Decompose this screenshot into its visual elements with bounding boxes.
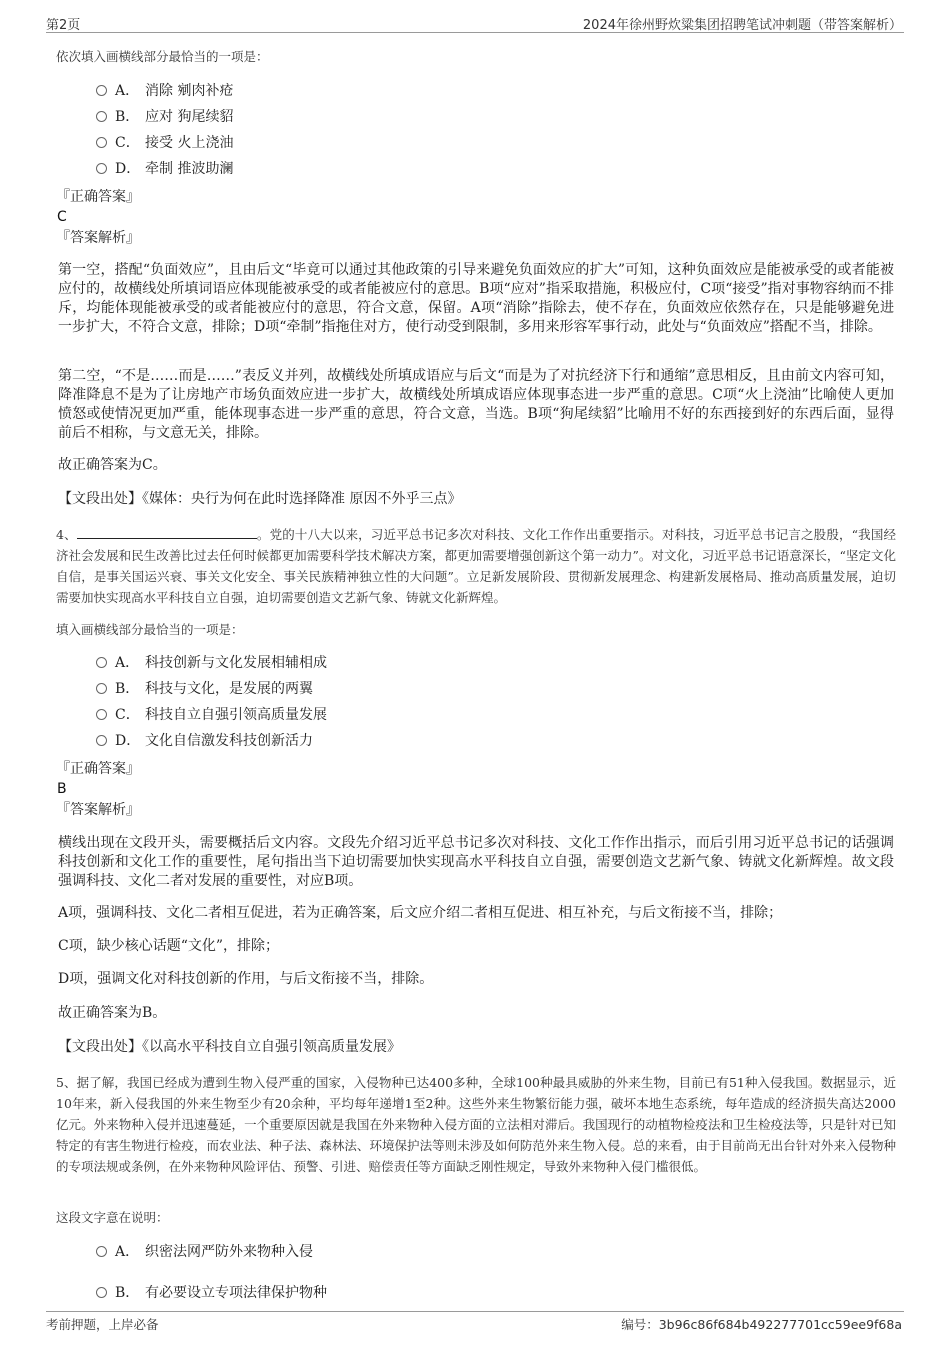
- q3-analysis-p1: 第一空，搭配“负面效应”，且由后文“毕竟可以通过其他政策的引导来避免负面效应的扩大”可知，这种负面效应是能被承受的或者能被应付的，故横线处所填词语应体现能被承受的或者能被应付的意思。B项“应对”指采取措施，积极应付，C项“接受”指对事物容纳而不排斥，均能体现能被承受的或者能被应付的意思，符合文意，保留。A项“消除”指除去，使不存在，负面效应依然存在，只是能够避免进一步扩大，不符合文意，排除；D项“牵制”指拖住对方，使行动受到限制，多用来形容军事行动，此处与“负面效应”搭配不当，排除。: [58, 262, 894, 335]
- fill-blank: [77, 526, 257, 539]
- q3-option-d[interactable]: D． 牵制 推波助澜: [96, 159, 233, 179]
- q4-option-a[interactable]: A． 科技创新与文化发展相辅相成: [96, 653, 327, 673]
- q4-prompt: 填入画横线部分最恰当的一项是：: [56, 622, 244, 637]
- radio-icon[interactable]: [96, 735, 107, 746]
- q3-answer-label: 『正确答案』: [56, 189, 140, 205]
- radio-icon[interactable]: [96, 709, 107, 720]
- radio-icon[interactable]: [96, 111, 107, 122]
- page-footer: [46, 1311, 904, 1334]
- q4-analysis-label: 『答案解析』: [56, 802, 140, 818]
- document-title: 2024年徐州野炊粱集团招聘笔试冲刺题（带答案解析）: [582, 18, 902, 33]
- document-id: 编号：3b96c86f684b492277701cc59ee9f68a: [621, 1317, 902, 1332]
- radio-icon[interactable]: [96, 163, 107, 174]
- q3-option-c[interactable]: C． 接受 火上浇油: [96, 133, 233, 153]
- q3-source: 【文段出处】《媒体：央行为何在此时选择降准 原因不外乎三点》: [58, 491, 462, 507]
- q4-analysis-p4: D项，强调文化对科技创新的作用，与后文衔接不当，排除。: [58, 971, 434, 987]
- radio-icon[interactable]: [96, 1246, 107, 1257]
- q3-prompt: 依次填入画横线部分最恰当的一项是：: [56, 49, 269, 64]
- page-header: [46, 12, 904, 33]
- q4-analysis-p3: C项，缺少核心话题“文化”，排除；: [58, 938, 280, 954]
- radio-icon[interactable]: [96, 683, 107, 694]
- radio-icon[interactable]: [96, 657, 107, 668]
- q4-option-d[interactable]: D． 文化自信激发科技创新活力: [96, 731, 313, 751]
- q4-option-b[interactable]: B． 科技与文化，是发展的两翼: [96, 679, 313, 699]
- q4-source: 【文段出处】《以高水平科技自立自强引领高质量发展》: [58, 1039, 401, 1055]
- q3-conclusion: 故正确答案为C。: [58, 457, 167, 473]
- radio-icon[interactable]: [96, 1287, 107, 1298]
- q3-option-a[interactable]: A． 消除 剜肉补疮: [96, 81, 233, 101]
- footer-slogan: 考前押题，上岸必备: [46, 1317, 159, 1332]
- page-number: 第2页: [46, 18, 81, 33]
- q4-passage: 4、 。党的十八大以来，习近平总书记多次对科技、文化工作作出重要指示。对科技，习近平总书记言之股殷，“我国经济社会发展和民生改善比过去任何时候都更加需要科学技术解决方案，都更加需要增强创新这个第一动力”。对文化，习近平总书记语意深长，“坚定文化自信，是事关国运兴衰、事关文化安全、事关民族精神独立性的大问题”。立足新发展阶段、贯彻新发展理念、构建新发展格局、推动高质量发展，迫切需要加快实现高水平科技自立自强，迫切需要创造文艺新气象、铸就文化新辉煌。: [56, 527, 896, 605]
- q3-analysis-p2: 第二空，“不是……而是……”表反义并列，故横线处所填成语应与后文“而是为了对抗经济下行和通缩”意思相反，且由前文内容可知，降准降息不是为了让房地产市场负面效应进一步扩大，故横线处所填成语应体现事态进一步严重的意思。C项“火上浇油”比喻使人更加愤怒或使情况更加严重，能体现事态进一步严重的意思，符合文意，当选。B项“狗尾续貂”比喻用不好的东西接到好的东西后面，显得前后不相称，与文意无关，排除。: [58, 368, 894, 441]
- q3-analysis-label: 『答案解析』: [56, 230, 140, 246]
- radio-icon[interactable]: [96, 137, 107, 148]
- q4-conclusion: 故正确答案为B。: [58, 1005, 167, 1021]
- q4-option-c[interactable]: C． 科技自立自强引领高质量发展: [96, 705, 327, 725]
- q3-option-b[interactable]: B． 应对 狗尾续貂: [96, 107, 233, 127]
- q4-analysis-p2: A项，强调科技、文化二者相互促进，若为正确答案，后文应介绍二者相互促进、相互补充，与后文衔接不当，排除；: [58, 905, 783, 921]
- q4-answer-label: 『正确答案』: [56, 761, 140, 777]
- q4-analysis-p1: 横线出现在文段开头，需要概括后文内容。文段先介绍习近平总书记多次对科技、文化工作作出指示，而后引用习近平总书记的话强调科技创新和文化工作的重要性，尾句指出当下迫切需要加快实现高水平科技自立自强，需要创造文艺新气象、铸就文化新辉煌。故文段强调科技、文化二者对发展的重要性，对应B项。: [58, 835, 894, 889]
- q5-prompt: 这段文字意在说明：: [56, 1210, 169, 1225]
- q5-passage: 5、据了解，我国已经成为遭到生物入侵严重的国家，入侵物种已达400多种，全球100种最具威胁的外来生物，目前已有51种入侵我国。数据显示，近10年来，新入侵我国的外来生物至少有20余种，平均每年递增1至2种。这些外来生物繁衍能力强，破坏本地生态系统，每年造成的经济损失高达2000亿元。外来物种入侵并迅速蔓延，一个重要原因就是我国在外来物种入侵方面的立法相对滞后。我国现行的动植物检疫法和卫生检疫法等，只是针对已知特定的有害生物进行检疫，而农业法、种子法、森林法、环境保护法等则未涉及如何防范外来生物入侵。总的来看，由于目前尚无出台针对外来入侵物种的专项法规或条例，在外来物种风险评估、预警、引进、赔偿责任等方面缺乏刚性规定，导致外来物种入侵门槛很低。: [56, 1075, 896, 1174]
- radio-icon[interactable]: [96, 85, 107, 96]
- q5-option-a[interactable]: A． 织密法网严防外来物种入侵: [96, 1242, 313, 1262]
- q5-option-b[interactable]: B． 有必要设立专项法律保护物种: [96, 1283, 327, 1303]
- q3-answer: C: [57, 209, 67, 225]
- q4-answer: B: [57, 781, 67, 797]
